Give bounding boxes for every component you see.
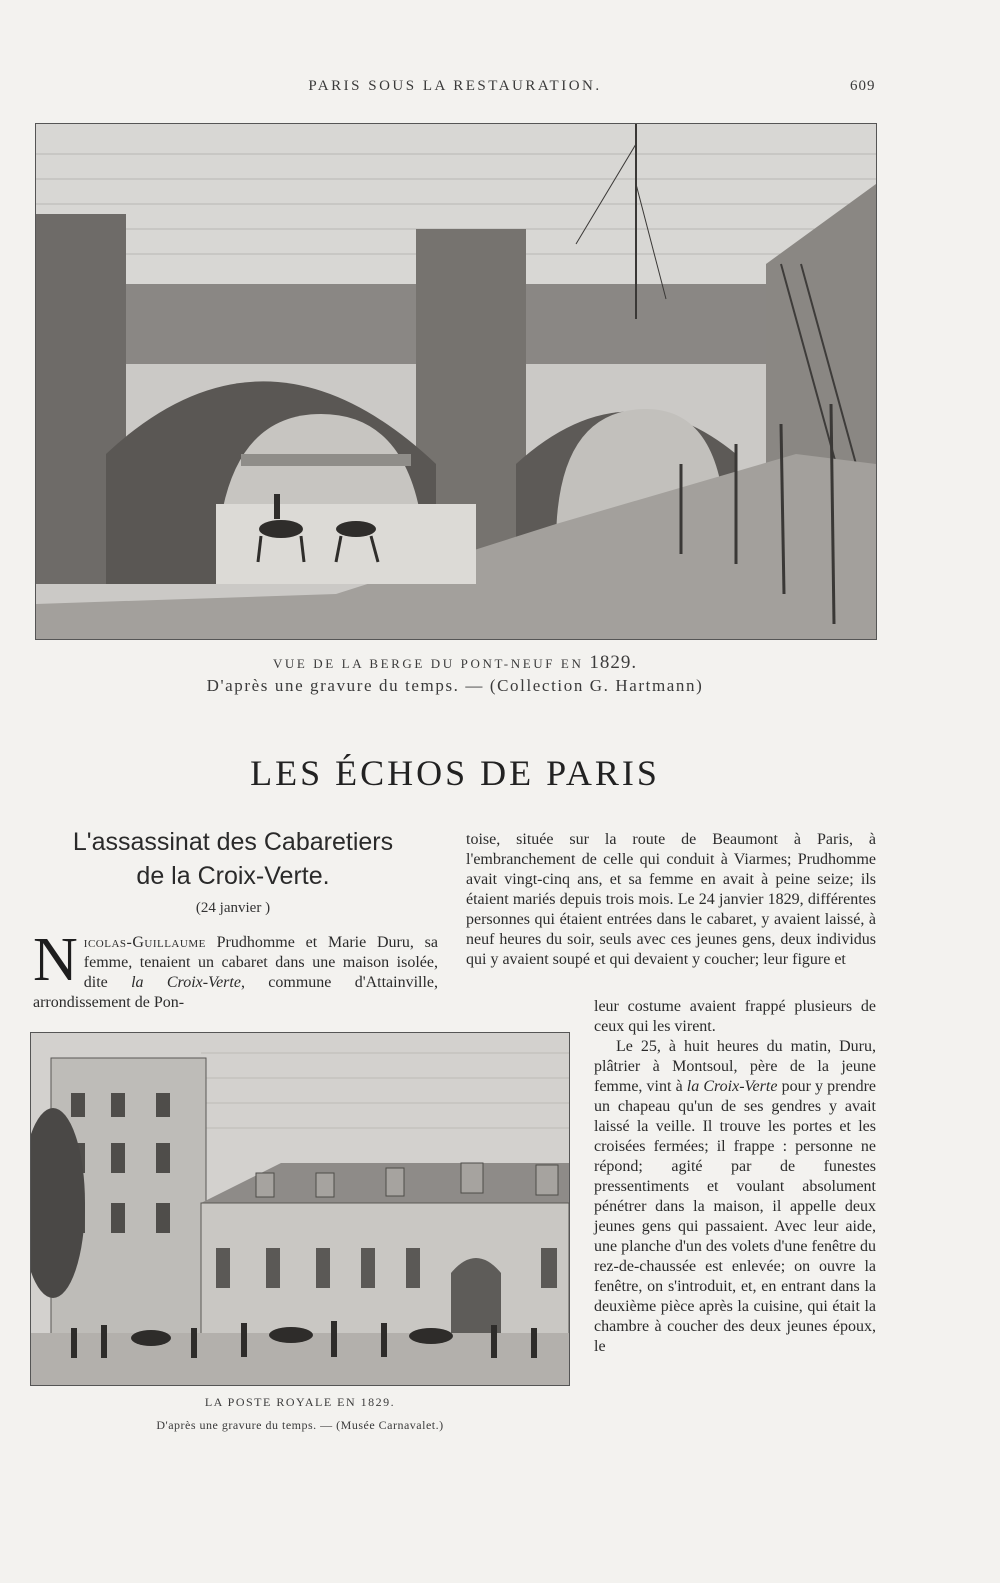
right-column-text: toise, située sur la route de Beaumont à Paris, à l'embranchement de celle qui conduit à Viarmes; Prudhomme avait vingt-cinq ans, et sa femme en avait à peine seize; ils étaient mariés depuis trois mois. Le 24 janvier 1829, différentes personnes qui étaient entrées dans le cabaret, y avaient laissé, à neuf heures du soir, seuls avec ces jeunes gens, deux individus qui y avaient soupé et qui devaient y coucher; leur figure et <box>466 831 876 968</box>
figure2-caption-credit: D'après une gravure du temps. — (Musée Carnavalet.) <box>156 1418 444 1432</box>
figure-caption-title <box>35 652 875 674</box>
narrow-para2-italic: la Croix-Verte <box>686 1078 778 1095</box>
article-right-column <box>466 830 876 970</box>
figure-caption-title-text: VUE DE LA BERGE DU PONT-NEUF EN <box>272 656 584 671</box>
running-title: PARIS SOUS LA RESTAURATION. <box>308 78 602 94</box>
place-name-italic: la Croix-Verte <box>131 974 241 991</box>
poste-royale-engraving <box>30 1032 570 1386</box>
person-name-smallcaps: icolas-Guillaume <box>83 934 206 951</box>
left-text-part2: , commune d'Attainville, arrondissement de Pon- <box>33 974 438 1011</box>
left-text-part1: Prudhomme et Marie Duru, sa femme, tenaient un cabaret dans une maison isolée, dite <box>83 934 438 991</box>
article-title-line2: de la Croix-Verte. <box>136 862 330 890</box>
article-title <box>28 825 438 893</box>
narrow-para2-part1: Le 25, à huit heures du matin, Duru, plâtrier à Montsoul, père de la jeune femme, vint à <box>594 1038 876 1095</box>
figure-caption-year: 1829. <box>589 652 638 673</box>
narrow-paragraph-2 <box>594 1037 876 1357</box>
figure2-caption-title: LA POSTE ROYALE EN 1829. <box>204 1395 396 1409</box>
article-title-line1: L'assassinat des Cabaretiers <box>72 828 394 856</box>
dropcap-letter: N <box>33 926 78 994</box>
page-number: 609 <box>850 78 876 94</box>
article-date: (24 janvier ) <box>195 900 271 916</box>
narrow-paragraph-1: leur costume avaient frappé plusieurs de ceux qui les virent. <box>594 998 876 1035</box>
section-heading: LES ÉCHOS DE PARIS <box>250 753 660 793</box>
figure-caption-credit: D'après une gravure du temps. — (Collection G. Hartmann) <box>206 676 704 695</box>
article-right-narrow-column <box>594 997 876 1357</box>
narrow-para2-part2: pour y prendre un chapeau qu'un de ses gendres y avait laissé la veille. Il trouve les portes et les croisées fermées; il frappe : personne ne répond; agité par de funestes pressentiments et voulant absolument pénétrer dans la maison, il appelle deux jeunes gens qui passaient. Avec leur aide, une planche d'un des volets d'une fenêtre du rez-de-chaussée est enlevée; on ouvre la fenêtre, on s'introduit, et, en entrant dans la deuxième pièce après la cuisine, qui était la chambre à coucher des deux jeunes époux, le <box>594 1078 877 1355</box>
pont-neuf-engraving <box>35 123 877 640</box>
article-left-column <box>33 926 438 1013</box>
